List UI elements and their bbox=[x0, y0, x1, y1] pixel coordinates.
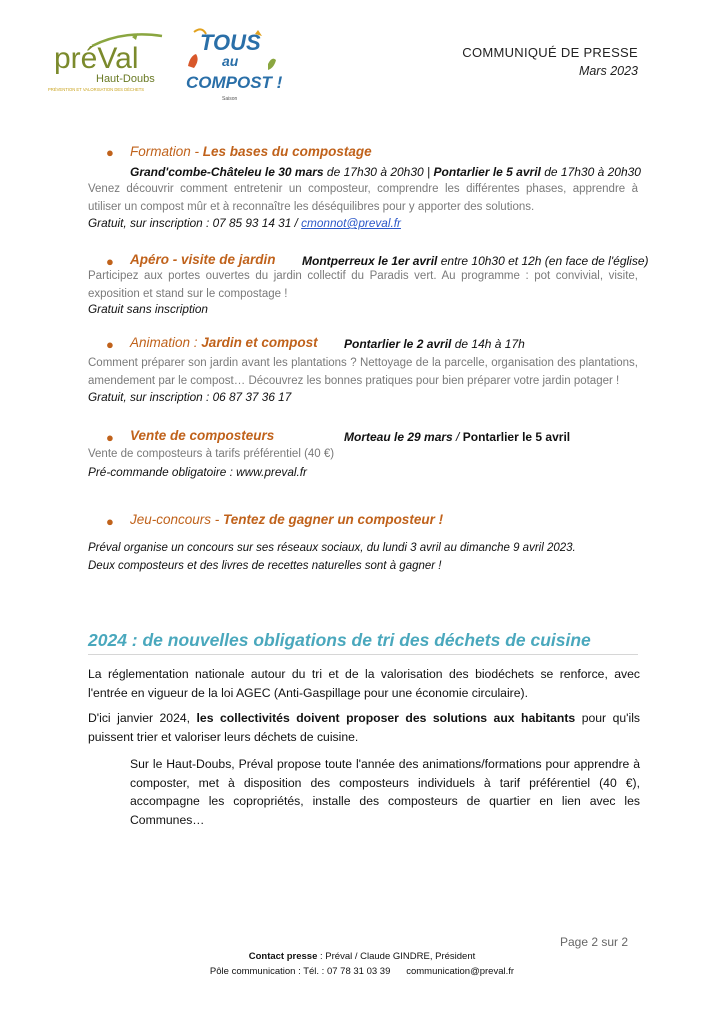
event-animation-description: Comment préparer son jardin avant les plantations ? Nettoyage de la parcelle, organisation des plantations, amendement par le compost… Découvrez les bonnes pratiques pour bien préparer votre jardin potager ! bbox=[88, 357, 638, 387]
event-apero-description: Participez aux portes ouvertes du jardin collectif du Paradis vert. Au programme : pot convivial, visite, exposition et stand sur le compostage ! bbox=[88, 270, 638, 300]
event-sale-preorder: Pré-commande obligatoire : www.preval.fr bbox=[88, 465, 307, 479]
event-animation-title: Animation : Jardin et compost bbox=[130, 335, 318, 350]
event-apero-dates: Montperreux le 1er avril entre 10h30 et 12h (en face de l'église) bbox=[302, 254, 649, 268]
press-release-label: COMMUNIQUÉ DE PRESSE bbox=[462, 45, 638, 60]
event-formation-email-link[interactable]: cmonnot@preval.fr bbox=[301, 216, 401, 230]
event-contest-line2: Deux composteurs et des livres de recettes naturelles sont à gagner ! bbox=[88, 560, 442, 572]
logo-tous-line2: au bbox=[222, 53, 239, 69]
logo-preval-tagline: PRÉVENTION ET VALORISATION DES DÉCHETS bbox=[48, 87, 145, 92]
logo-tous-line1: TOUS bbox=[200, 30, 261, 55]
event-contest-title: Jeu-concours - Tentez de gagner un composteur ! bbox=[130, 512, 444, 527]
event-contest-line1: Préval organise un concours sur ses réseaux sociaux, du lundi 3 avril au dimanche 9 avril 2023. bbox=[88, 542, 576, 554]
event-formation-title: Formation - Les bases du compostage bbox=[130, 144, 372, 159]
section-paragraph-3: Sur le Haut-Doubs, Préval propose toute l'année des animations/formations pour apprendre à composter, met à disposition des composteurs individuels à tarif préférentiel (40 €), accompagne les copropriétés, installe des composteurs de quartier en lien avec les Communes… bbox=[130, 757, 640, 827]
bullet-icon: ● bbox=[106, 514, 114, 529]
section-title: 2024 : de nouvelles obligations de tri des déchets de cuisine bbox=[88, 630, 591, 650]
event-animation-dates: Pontarlier le 2 avril de 14h à 17h bbox=[344, 337, 525, 351]
tous-au-compost-logo bbox=[182, 26, 282, 104]
event-animation-registration: Gratuit, sur inscription : 06 87 37 36 17 bbox=[88, 390, 292, 404]
bullet-icon: ● bbox=[106, 430, 114, 445]
preval-logo bbox=[44, 28, 174, 94]
bullet-icon: ● bbox=[106, 145, 114, 160]
footer-communication: Pôle communication : Tél. : 07 78 31 03 39 communication@preval.fr bbox=[209, 966, 515, 977]
event-formation-dates: Grand'combe-Châteleu le 30 mars de 17h30 à 20h30 | Pontarlier le 5 avril de 17h30 à 20h30 bbox=[130, 165, 641, 179]
logo-tous-small: Saison bbox=[222, 96, 238, 102]
event-apero-registration: Gratuit sans inscription bbox=[88, 302, 208, 316]
section-divider bbox=[88, 654, 638, 655]
logo-preval-name: préVal bbox=[54, 42, 139, 75]
bullet-icon: ● bbox=[106, 337, 114, 352]
section-paragraph-1: La réglementation nationale autour du tri et de la valorisation des biodéchets se renforce, avec l'entrée en vigueur de la loi AGEC (Anti-Gaspillage pour une économie circulaire). bbox=[88, 667, 640, 700]
logo-preval-subtitle: Haut-Doubs bbox=[96, 73, 155, 85]
event-sale-title: Vente de composteurs bbox=[130, 428, 275, 443]
section-paragraph-2: D'ici janvier 2024, les collectivités doivent proposer des solutions aux habitants pour qu'ils puissent trier et valoriser leurs déchets de cuisine. bbox=[88, 711, 640, 744]
bullet-icon: ● bbox=[106, 254, 114, 269]
event-sale-dates: Morteau le 29 mars / Pontarlier le 5 avril bbox=[344, 430, 571, 444]
page-number: Page 2 sur 2 bbox=[560, 935, 629, 949]
footer-contact: Contact presse : Préval / Claude GINDRE, Président bbox=[248, 951, 476, 962]
logo-tous-line3: COMPOST ! bbox=[186, 73, 282, 92]
event-apero-title: Apéro - visite de jardin bbox=[130, 252, 276, 267]
event-formation-registration: Gratuit, sur inscription : 07 85 93 14 31 / cmonnot@preval.fr bbox=[88, 216, 401, 230]
footer-email[interactable]: communication@preval.fr bbox=[406, 966, 515, 977]
event-sale-description: Vente de composteurs à tarifs préférentiel (40 €) bbox=[88, 448, 335, 460]
event-formation-description: Venez découvrir comment entretenir un composteur, comprendre les différentes phases, apprendre à utiliser un compost mûr et à reconnaître les déséquilibres pour y apporter des solutions. bbox=[88, 183, 638, 213]
press-release-date: Mars 2023 bbox=[578, 64, 638, 78]
